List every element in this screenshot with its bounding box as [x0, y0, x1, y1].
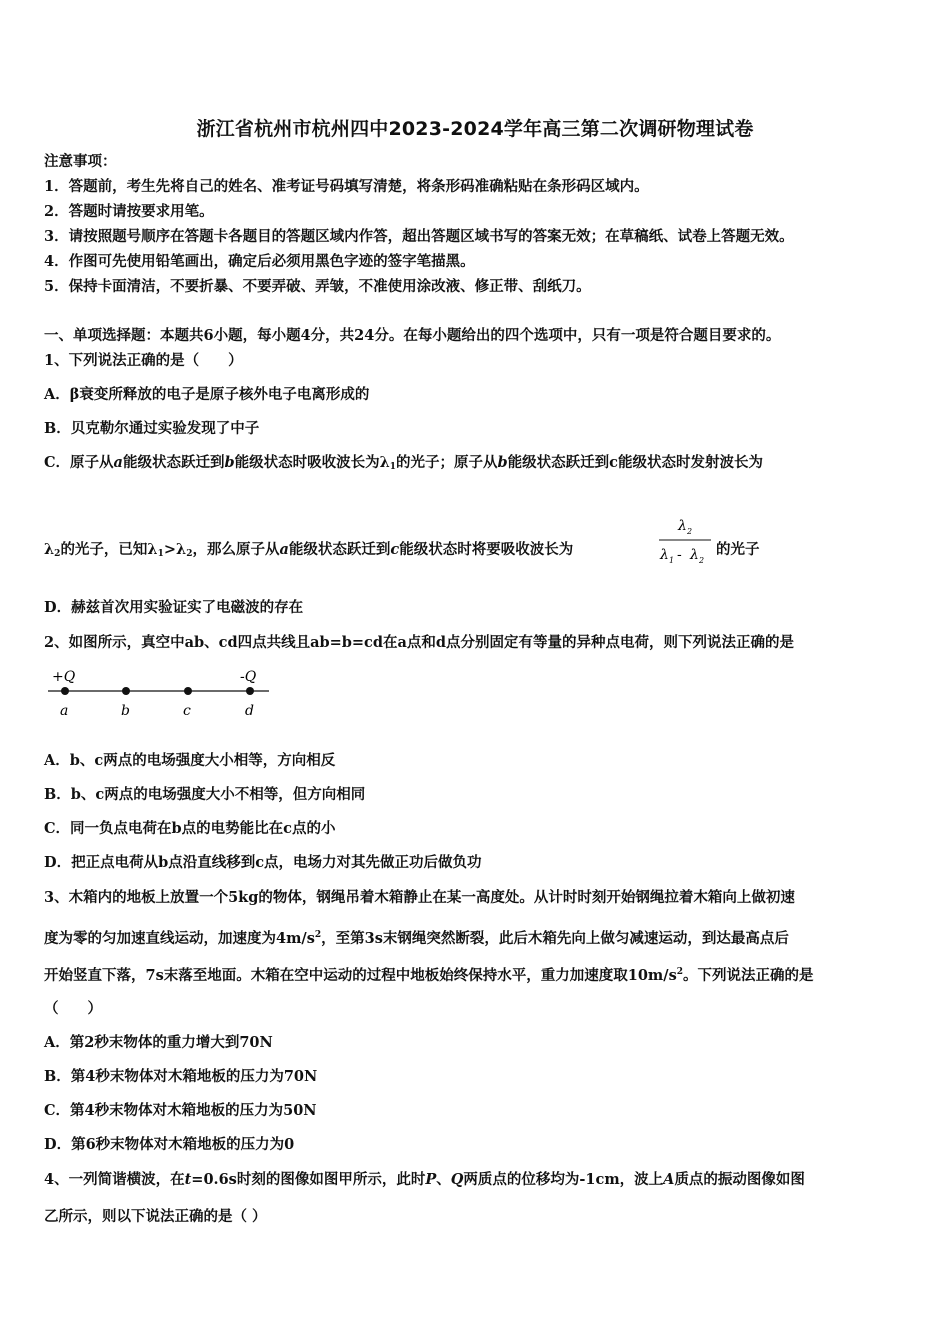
var-b: b	[497, 454, 508, 471]
fraction-denominator-left: λ	[660, 547, 669, 563]
superscript: 2	[676, 967, 683, 977]
text: 能级状态时吸收波长为λ	[234, 454, 390, 471]
page-title: 浙江省杭州市杭州四中2023-2024学年高三第二次调研物理试卷	[196, 118, 754, 140]
q1-option-a: A．β衰变所释放的电子是原子核外电子电离形成的	[44, 386, 370, 403]
q2-option-d: D．把正点电荷从b点沿直线移到c点，电场力对其先做正功后做负功	[44, 854, 482, 871]
text: >λ	[163, 541, 187, 558]
text: 的光子；原子从	[396, 454, 498, 471]
q3-option-b: B．第4秒末物体对木箱地板的压力为70N	[44, 1068, 318, 1085]
q3-option-d: D．第6秒末物体对木箱地板的压力为0	[44, 1136, 295, 1153]
text: 质点的振动图像如图	[674, 1171, 805, 1188]
notice-item-5: 5．保持卡面清洁，不要折暴、不要弄破、弄皱，不准使用涂改液、修正带、刮纸刀。	[44, 278, 591, 295]
text: 能级状态跃迁到c能级状态时发射波长为	[507, 454, 763, 471]
q1-stem: 1、下列说法正确的是（ ）	[44, 352, 243, 369]
q3-stem-line4: （ ）	[44, 1000, 102, 1017]
q1-option-b: B．贝克勒尔通过实验发现了中子	[44, 420, 260, 437]
q3-stem-line2	[44, 925, 789, 949]
fraction-minus: -	[677, 547, 682, 563]
notice-item-2: 2．答题时请按要求用笔。	[44, 203, 214, 220]
text: C．原子从	[44, 454, 114, 471]
point-label-d: d	[245, 703, 254, 719]
q3-option-c: C．第4秒末物体对木箱地板的压力为50N	[44, 1102, 317, 1119]
text: ，至第3s末钢绳突然断裂，此后木箱先向上做匀减速运动，到达最高点后	[321, 930, 789, 947]
q3-option-a: A．第2秒末物体的重力增大到70N	[44, 1034, 273, 1051]
text: 能级状态跃迁到	[288, 541, 391, 558]
text: 能级状态时将要吸收波长为	[399, 541, 574, 558]
subscript: 1	[157, 549, 164, 559]
var-p: P	[425, 1171, 437, 1188]
charge-line-diagram	[44, 664, 274, 720]
text: λ	[44, 541, 55, 558]
notice-heading: 注意事项：	[44, 153, 117, 170]
fraction-denominator-right-sub: 2	[699, 556, 705, 565]
text: 、	[436, 1171, 451, 1188]
q1-option-c-line2a	[44, 540, 573, 564]
text: 。下列说法正确的是	[683, 967, 814, 984]
point-d	[246, 687, 254, 695]
q1-option-d: D．赫兹首次用实验证实了电磁波的存在	[44, 599, 304, 616]
point-label-c: c	[183, 703, 191, 719]
text: 能级状态跃迁到	[122, 454, 225, 471]
fraction-numerator: λ	[678, 518, 687, 534]
point-b	[122, 687, 130, 695]
text: 两质点的位移均为-1cm，波上	[463, 1171, 664, 1188]
wavelength-fraction	[656, 514, 714, 570]
q1-option-c-line1	[44, 453, 763, 477]
subscript: 1	[389, 462, 397, 472]
text: =0.6s时刻的图像如图甲所示，此时	[191, 1171, 426, 1188]
var-a: a	[113, 454, 123, 471]
text: 的光子，已知λ	[60, 541, 158, 558]
q4-stem-line1	[44, 1170, 805, 1190]
var-a: A	[663, 1171, 675, 1188]
section-heading: 一、单项选择题：本题共6小题，每小题4分，共24分。在每小题给出的四个选项中，只有一项是符合题目要求的。	[44, 327, 781, 344]
fraction-denominator-right: λ	[690, 547, 699, 563]
q2-option-c: C．同一负点电荷在b点的电势能比在c点的小	[44, 820, 336, 837]
charge-positive-label: +Q	[52, 669, 76, 685]
fraction-numerator-sub: 2	[687, 527, 693, 536]
text: 度为零的匀加速直线运动，加速度为4m/s	[44, 930, 315, 947]
q2-stem: 2、如图所示，真空中ab、cd四点共线且ab=b=cd在a点和d点分别固定有等量的异种点电荷，则下列说法正确的是	[44, 634, 795, 651]
var-b: b	[224, 454, 235, 471]
q4-stem-line2: 乙所示，则以下说法正确的是（ ）	[44, 1208, 267, 1225]
subscript: 2	[186, 549, 193, 559]
superscript: 2	[314, 930, 322, 940]
var-a: a	[279, 541, 289, 558]
notice-item-3: 3．请按照题号顺序在答题卡各题目的答题区域内作答，超出答题区域书写的答案无效；在草稿纸、试卷上答题无效。	[44, 228, 794, 245]
notice-item-1: 1．答题前，考生先将自己的姓名、准考证号码填写清楚，将条形码准确粘贴在条形码区域内。	[44, 178, 649, 195]
var-c: c	[390, 541, 400, 558]
q3-stem-line1: 3、木箱内的地板上放置一个5kg的物体，钢绳吊着木箱静止在某一高度处。从计时时刻开始钢绳拉着木箱向上做初速	[44, 889, 795, 906]
q2-option-b: B．b、c两点的电场强度大小不相等，但方向相同	[44, 786, 366, 803]
q1-option-c-line2b: 的光子	[716, 541, 760, 558]
point-c	[184, 687, 192, 695]
notice-item-4: 4．作图可先使用铅笔画出，确定后必须用黑色字迹的签字笔描黑。	[44, 253, 475, 270]
var-q: Q	[450, 1171, 464, 1188]
point-label-b: b	[121, 703, 130, 719]
fraction-denominator-left-sub: 1	[669, 556, 675, 565]
q3-stem-line3	[44, 962, 814, 986]
var-t: t	[184, 1171, 192, 1188]
charge-negative-label: -Q	[240, 669, 257, 685]
subscript: 2	[54, 549, 61, 559]
q2-option-a: A．b、c两点的电场强度大小相等，方向相反	[44, 752, 336, 769]
point-label-a: a	[60, 703, 69, 719]
text: ，那么原子从	[192, 541, 280, 558]
text: 开始竖直下落，7s末落至地面。木箱在空中运动的过程中地板始终保持水平，重力加速度取10m/s	[44, 967, 677, 984]
point-a	[61, 687, 69, 695]
text: 4、一列简谐横波，在	[44, 1171, 185, 1188]
